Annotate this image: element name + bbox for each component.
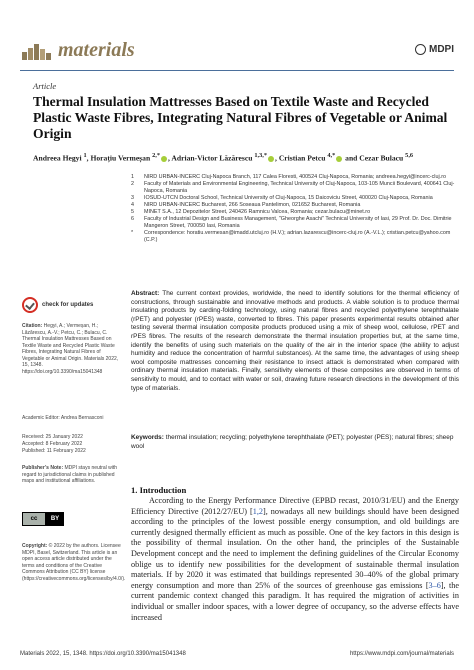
author[interactable]: Cristian Petcu (278, 153, 326, 163)
introduction-text: According to the Energy Performance Directive (EPBD recast, 2010/31/EU) and the Energy Efficiency Directive (2012/27/EU) [1,2], nowadays all new buildings should have been designed according to the principles of the lowest possible energy consumption, and old buildings are currently designed thermally efficient as much as possible. One of the key factors in this design is the possibility of thermal insulation. On the other hand, the principles of the Sustainable Development concept and the need to implement the defining guidelines of the Circular Economy oblige us to identify new possibilities for the development of sustainable thermal insulation materials. If by 2020 it was estimated that buildings represented 30–40% of the global primary energy consumption and more than 25% of the sources of greenhouse gas emissions [3–6], the current pandemic context changed this paradigm. It has required the migration of activities in individual or smaller indoor spaces, with a lower degree of occupancy, so the adverse effects have increased (131, 496, 459, 622)
correspondence: * Correspondence: horatiu.vermesan@imadd.utcluj.ro (H.V.); adrian.lazarescu@incerc-cluj.ro (A.-V.L.); cristian.petcu@yahoo.com (C.P.) (131, 230, 451, 243)
cc-by-license-badge[interactable] (22, 512, 64, 526)
orcid-icon[interactable] (161, 156, 167, 162)
published-date: Published: 11 February 2022 (22, 448, 86, 454)
header-rule (20, 70, 454, 71)
mdpi-icon (415, 44, 426, 55)
abstract-label: Abstract: (131, 290, 160, 297)
publisher-logo[interactable] (415, 44, 454, 55)
author-affil-sup: 4,* (327, 152, 336, 159)
publisher-note: Publisher’s Note: MDPI stays neutral with regard to jurisdictional claims in published maps and institutional affiliations. (22, 465, 118, 484)
check-updates-icon (22, 297, 38, 313)
author[interactable]: Cezar Bulacu (359, 153, 404, 163)
citation: Citation: Hegyi, A.; Vermeșan, H.; Lăzărescu, A.-V.; Petcu, C.; Bulacu, C. Thermal Insulation Mattresses Based on Textile Waste and Recycled Plastic Waste Fibres, Integrating Natural Fibres of Vegetable or Animal Origin. Materials 2022, 15, 1348. https://doi.org/10.3390/ma15041348 (22, 323, 119, 375)
article-title: Thermal Insulation Mattresses Based on Textile Waste and Recycled Plastic Waste Fibres, Integrating Natural Fibres of Vegetable or Animal Origin (33, 94, 448, 141)
section-heading: 1. Introduction (131, 485, 187, 495)
footer-citation[interactable]: Materials 2022, 15, 1348. https://doi.org/10.3390/ma15041348 (20, 651, 186, 657)
page-footer (20, 651, 454, 657)
affiliation: 5 MINET S.A., 12 Depozitelor Street, 240426 Ramnicu Valcea, Romania; cezar.bulacu@minet.ro (131, 209, 371, 215)
author-affil-sup: 5,6 (405, 152, 414, 159)
accepted-date: Accepted: 8 February 2022 (22, 441, 83, 447)
author[interactable]: Adrian-Victor Lăzărescu (171, 153, 253, 163)
keywords-text: thermal insulation; recycling; polyethylene terephthalate (PET); polyester (PES); natural fibres; sheep wool (131, 434, 454, 450)
footer-journal-url[interactable]: https://www.mdpi.com/journal/materials (349, 651, 454, 657)
copyright: Copyright: © 2022 by the authors. Licensee MDPI, Basel, Switzerland. This article is an open access article distributed under the terms and conditions of the Creative Commons Attribution (CC BY) license (https://creativecommons.org/licenses/by/4.0/). (22, 543, 126, 582)
keywords (131, 434, 459, 451)
affiliation: 1 NIRD URBAN-INCERC Cluj-Napoca Branch, 117 Calea Floresti, 400524 Cluj-Napoca, Romania; andreea.hegyi@incerc-cluj.ro (131, 174, 446, 180)
keywords-label: Keywords: (131, 434, 164, 441)
author[interactable]: Andreea Hegyi (33, 153, 82, 163)
author-affil-sup: 1 (83, 152, 87, 159)
publisher-name: MDPI (429, 44, 454, 55)
cc-icon: cc (22, 512, 46, 526)
by-icon: BY (46, 512, 64, 526)
author-affil-sup: 1,3,* (254, 152, 268, 159)
reference-link[interactable]: 1,2 (252, 506, 263, 516)
journal-name: materials (58, 39, 135, 61)
author[interactable]: Horațiu Vermeșan (90, 153, 151, 163)
article-type: Article (33, 81, 57, 91)
journal-logo-icon (22, 42, 52, 60)
affiliation: 4 NIRD URBAN-INCERC Bucharest, 266 Soseaua Pantelimon, 021652 Bucharest, Romania (131, 202, 361, 208)
check-for-updates[interactable] (22, 297, 122, 313)
orcid-icon[interactable] (268, 156, 274, 162)
affiliation: 2 Faculty of Materials and Environmental Engineering, Technical University of Cluj-Napoca, 103-105 Muncii Boulevard, 400641 Cluj-Napoca, Romania (131, 181, 455, 194)
received-date: Received: 25 January 2022 (22, 434, 83, 440)
affiliations (131, 174, 457, 244)
academic-editor: Academic Editor: Andrea Bernasconi (22, 415, 104, 421)
author-list: Andreea Hegyi $^1$, Horațiu Vermeșan $^{2,*}$ , Adrian-Victor Lăzărescu $^{1,3,*}$ , Cristian Petcu $^{4,*}$ and Cezar Bulacu $^{5,6}$ (33, 152, 414, 163)
affiliation: 6 Faculty of Industrial Design and Business Management, "Gheorghe Asachi" Technical University of Iasi, 29 Prof. Dr. Doc. Dimitrie Mangeron Street, 700050 Iasi, Romania (131, 216, 452, 229)
reference-link[interactable]: 3–6 (428, 580, 441, 590)
journal-header (0, 0, 474, 74)
author-affil-sup: 2,* (152, 152, 160, 159)
affiliation: 3 IOSUD-UTCN Doctoral School, Technical University of Cluj-Napoca, 15 Daicoviciu Street, 400020 Cluj-Napoca, Romania (131, 195, 433, 201)
orcid-icon[interactable] (336, 156, 342, 162)
abstract (131, 290, 459, 393)
check-updates-label: check for updates (42, 301, 94, 308)
abstract-text: The current context provides, worldwide, the need to identify solutions for the thermal efficiency of constructions, through sustainable and innovative methods and products. A viable solution is to produce thermal insulating products by carding-folding technology, using natural fibres and recycled polyethylene terephthalate (rPET) and polyester (rPES) waste, converted to fibres. This paper presents experimental results obtained after testing several thermal insulation composite products produced using a mix of sheep wool, cellulose, rPET and rPES fibres. The results of the research demonstrate the thermal insulation properties but, at the same time, identify the benefits of using such materials on the quality of the air in the interior space (the ability to adjust humidity and reduce the concentration of harmful substances). At the same time, the advantages of using sheep wool composite mattresses concerning their resistance to insect attack is demonstrated when compared with ordinary thermal insulation materials. Finally, sensitivity elements of these composites are observed in terms of sensitivity to mould, and to contact with water or soil, drawing future research directions in the development of this type of materials. (131, 290, 459, 392)
